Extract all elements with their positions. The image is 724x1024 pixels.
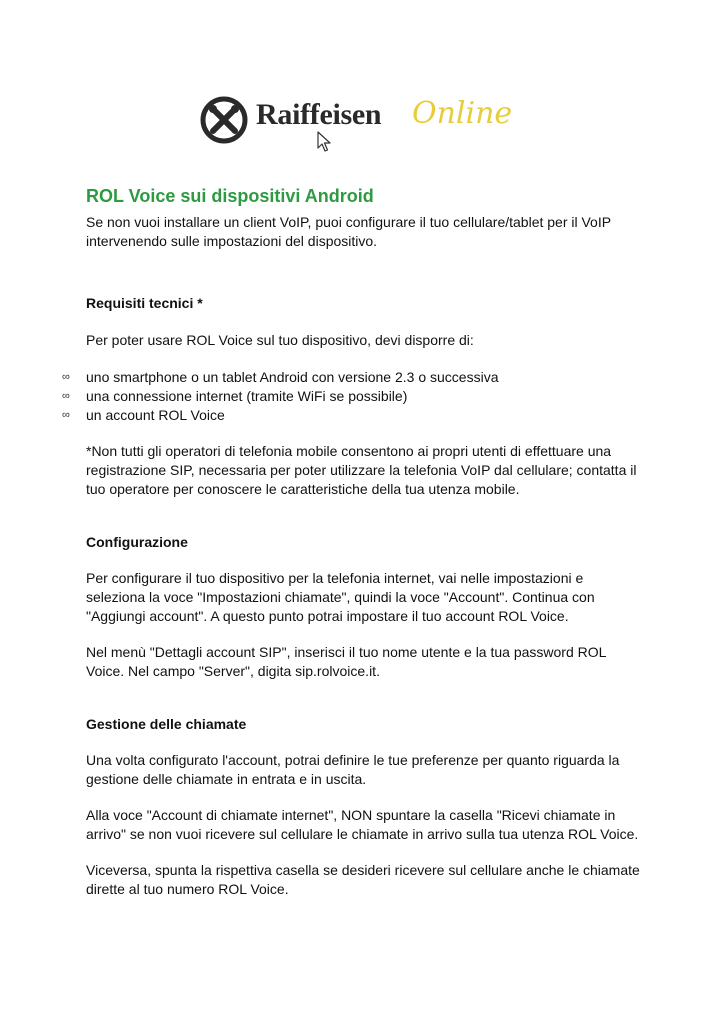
list-item-text: un account ROL Voice xyxy=(86,407,225,423)
document-body xyxy=(62,184,646,899)
logo-brand-text: Raiffeisen xyxy=(256,98,382,131)
infinity-bullet-icon: ∞ xyxy=(62,371,70,383)
list-item-text: uno smartphone o un tablet Android con versione 2.3 o successiva xyxy=(86,369,499,385)
requirements-list xyxy=(62,368,646,425)
intro-paragraph: Se non vuoi installare un client VoIP, puoi configurare il tuo cellulare/tablet per il VoIP intervenendo sulle impostazioni del dispositivo. xyxy=(86,214,611,249)
mouse-pointer-icon xyxy=(317,131,331,153)
infinity-bullet-icon: ∞ xyxy=(62,390,70,402)
list-item-text: una connessione internet (tramite WiFi se possibile) xyxy=(86,388,408,404)
configuration-paragraph-2: Nel menù "Dettagli account SIP", inserisci il tuo nome utente e la tua password ROL Voice. Nel campo "Server", digita sip.rolvoice.it. xyxy=(86,644,606,679)
logo-online-text: Online xyxy=(412,96,513,131)
configuration-heading: Configurazione xyxy=(86,534,188,550)
call-management-heading: Gestione delle chiamate xyxy=(86,716,247,732)
call-management-paragraph-1: Una volta configurato l'account, potrai definire le tue preferenze per quanto riguarda la gestione delle chiamate in entrata e in uscita. xyxy=(86,752,620,787)
infinity-bullet-icon: ∞ xyxy=(62,409,70,421)
configuration-paragraph-1: Per configurare il tuo dispositivo per la telefonia internet, vai nelle impostazioni e seleziona la voce "Impostazioni chiamate", quindi la voce "Account". Continua con "Aggiungi account". A questo punto potrai impostare il tuo account ROL Voice. xyxy=(86,570,595,624)
requirements-note: *Non tutti gli operatori di telefonia mobile consentono ai propri utenti di effettuare una registrazione SIP, necessaria per poter utilizzare la telefonia VoIP dal cellulare; contatta il tuo operatore per conoscere le caratteristiche della tua utenza mobile. xyxy=(86,443,637,497)
raiffeisen-crossed-horses-icon xyxy=(200,96,248,144)
requirements-intro: Per poter usare ROL Voice sul tuo dispositivo, devi disporre di: xyxy=(86,332,474,348)
requirements-heading: Requisiti tecnici * xyxy=(86,295,203,311)
document-title: ROL Voice sui dispositivi Android xyxy=(86,186,374,206)
call-management-paragraph-2: Alla voce "Account di chiamate internet", NON spuntare la casella "Ricevi chiamate in arrivo" se non vuoi ricevere sul cellulare le chiamate in arrivo sulla tua utenza ROL Voice. xyxy=(86,807,639,842)
list-item xyxy=(62,387,646,406)
call-management-paragraph-3: Viceversa, spunta la rispettiva casella se desideri ricevere sul cellulare anche le chiamate dirette al tuo numero ROL Voice. xyxy=(86,862,640,897)
raiffeisen-online-logo xyxy=(200,92,513,154)
list-item xyxy=(62,368,646,387)
list-item xyxy=(62,406,646,425)
